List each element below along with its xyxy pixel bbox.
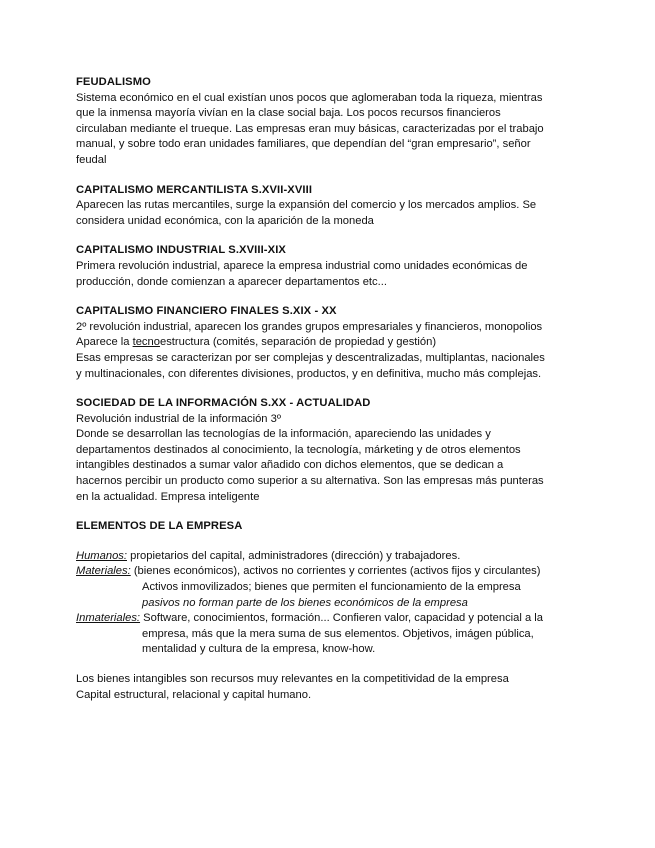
section-title: ELEMENTOS DE LA EMPRESA: [76, 520, 243, 533]
section-title: SOCIEDAD DE LA INFORMACIÓN S.XX - ACTUALIDAD: [76, 397, 371, 410]
element-text: propietarios del capital, administradores (dirección) y trabajadores.: [127, 549, 461, 562]
paragraph-line: que la inmensa mayoría vivían en la clase social baja. Los pocos recursos financieros: [76, 107, 501, 120]
section-title: CAPITALISMO FINANCIERO FINALES S.XIX - XX: [76, 305, 337, 318]
section-title: FEUDALISMO: [76, 76, 151, 88]
element-continuation: Activos inmovilizados; bienes que permiten el funcionamiento de la empresa: [142, 581, 521, 594]
paragraph-line: hacernos percibir un producto como superior a su alternativa. Son las empresas más punteras: [76, 475, 544, 488]
text-run: estructura (comités, separación de propiedad y gestión): [159, 336, 437, 349]
element-label: Materiales:: [76, 565, 131, 578]
element-label: Humanos:: [76, 549, 127, 562]
element-text: (bienes económicos), activos no corrientes y corrientes (activos fijos y circulantes): [130, 565, 541, 578]
element-continuation: mentalidad y cultura de la empresa, know-how.: [142, 643, 376, 656]
section-title: CAPITALISMO MERCANTILISTA S.XVII-XVIII: [76, 183, 313, 196]
element-continuation: pasivos no forman parte de los bienes económicos de la empresa: [142, 596, 468, 609]
paragraph-line: [76, 335, 576, 351]
paragraph-line: feudal: [76, 153, 107, 166]
closing-paragraph: [76, 672, 576, 703]
element-text: Software, conocimientos, formación... Confieren valor, capacidad y potencial a la: [140, 612, 544, 625]
paragraph-line: Los bienes intangibles son recursos muy relevantes en la competitividad de la empresa: [76, 673, 509, 685]
paragraph-line: Aparecen las rutas mercantiles, surge la expansión del comercio y los mercados amplios. Se: [76, 199, 537, 212]
element-label: Inmateriales:: [76, 612, 141, 625]
paragraph-line: 2º revolución industrial, aparecen los grandes grupos empresariales y financieros, monopolios: [76, 320, 543, 333]
paragraph-line: circulaban mediante el trueque. Las empresas eran muy básicas, caracterizadas por el trabajo: [76, 122, 544, 135]
blank-line: [76, 535, 576, 549]
element-humanos: [76, 549, 576, 565]
underlined-word: tecno: [132, 336, 160, 349]
section-capitalismo-mercantilista: [76, 183, 576, 230]
paragraph-line: considera unidad económica, con la aparición de la moneda: [76, 214, 374, 227]
section-capitalismo-financiero: [76, 304, 576, 382]
element-inmateriales: [76, 611, 576, 627]
paragraph-line: manual, y sobre todo eran unidades familiares, que dependían del “gran empresario”, señor: [76, 138, 531, 151]
paragraph-line: Revolución industrial de la información 3º: [76, 412, 281, 425]
paragraph-line: Sistema económico en el cual existían unos pocos que aglomeraban toda la riqueza, mientras: [76, 91, 543, 104]
paragraph-line: Primera revolución industrial, aparece la empresa industrial como unidades económicas de: [76, 259, 528, 272]
paragraph-line: Donde se desarrollan las tecnologías de la información, apareciendo las unidades y: [76, 428, 491, 441]
section-title: CAPITALISMO INDUSTRIAL S.XVIII-XIX: [76, 244, 286, 257]
element-materiales: [76, 564, 576, 580]
paragraph-line: Esas empresas se caracterizan por ser complejas y descentralizadas, multiplantas, nacionales: [76, 351, 545, 364]
paragraph-line: y multinacionales, con diferentes divisiones, productos, y en definitiva, mucho más complejas.: [76, 367, 542, 380]
section-feudalismo: [76, 75, 576, 169]
section-sociedad-informacion: [76, 396, 576, 505]
paragraph-line: en la actualidad. Empresa inteligente: [76, 490, 260, 503]
paragraph-line: departamentos destinados al conocimiento, la tecnología, márketing y de otros elementos: [76, 443, 521, 456]
section-elementos-empresa: [76, 519, 576, 658]
text-run: Aparece la: [76, 336, 133, 349]
paragraph-line: producción, donde comienzan a aparecer departamentos etc...: [76, 275, 387, 288]
section-capitalismo-industrial: [76, 243, 576, 290]
element-continuation: empresa, más que la mera suma de sus elementos. Objetivos, imágen pública,: [142, 627, 534, 640]
document-body: [76, 75, 576, 717]
paragraph-line: intangibles destinados a sumar valor añadido con dichos elementos, que se dedican a: [76, 459, 504, 472]
paragraph-line: Capital estructural, relacional y capital humano.: [76, 688, 312, 701]
